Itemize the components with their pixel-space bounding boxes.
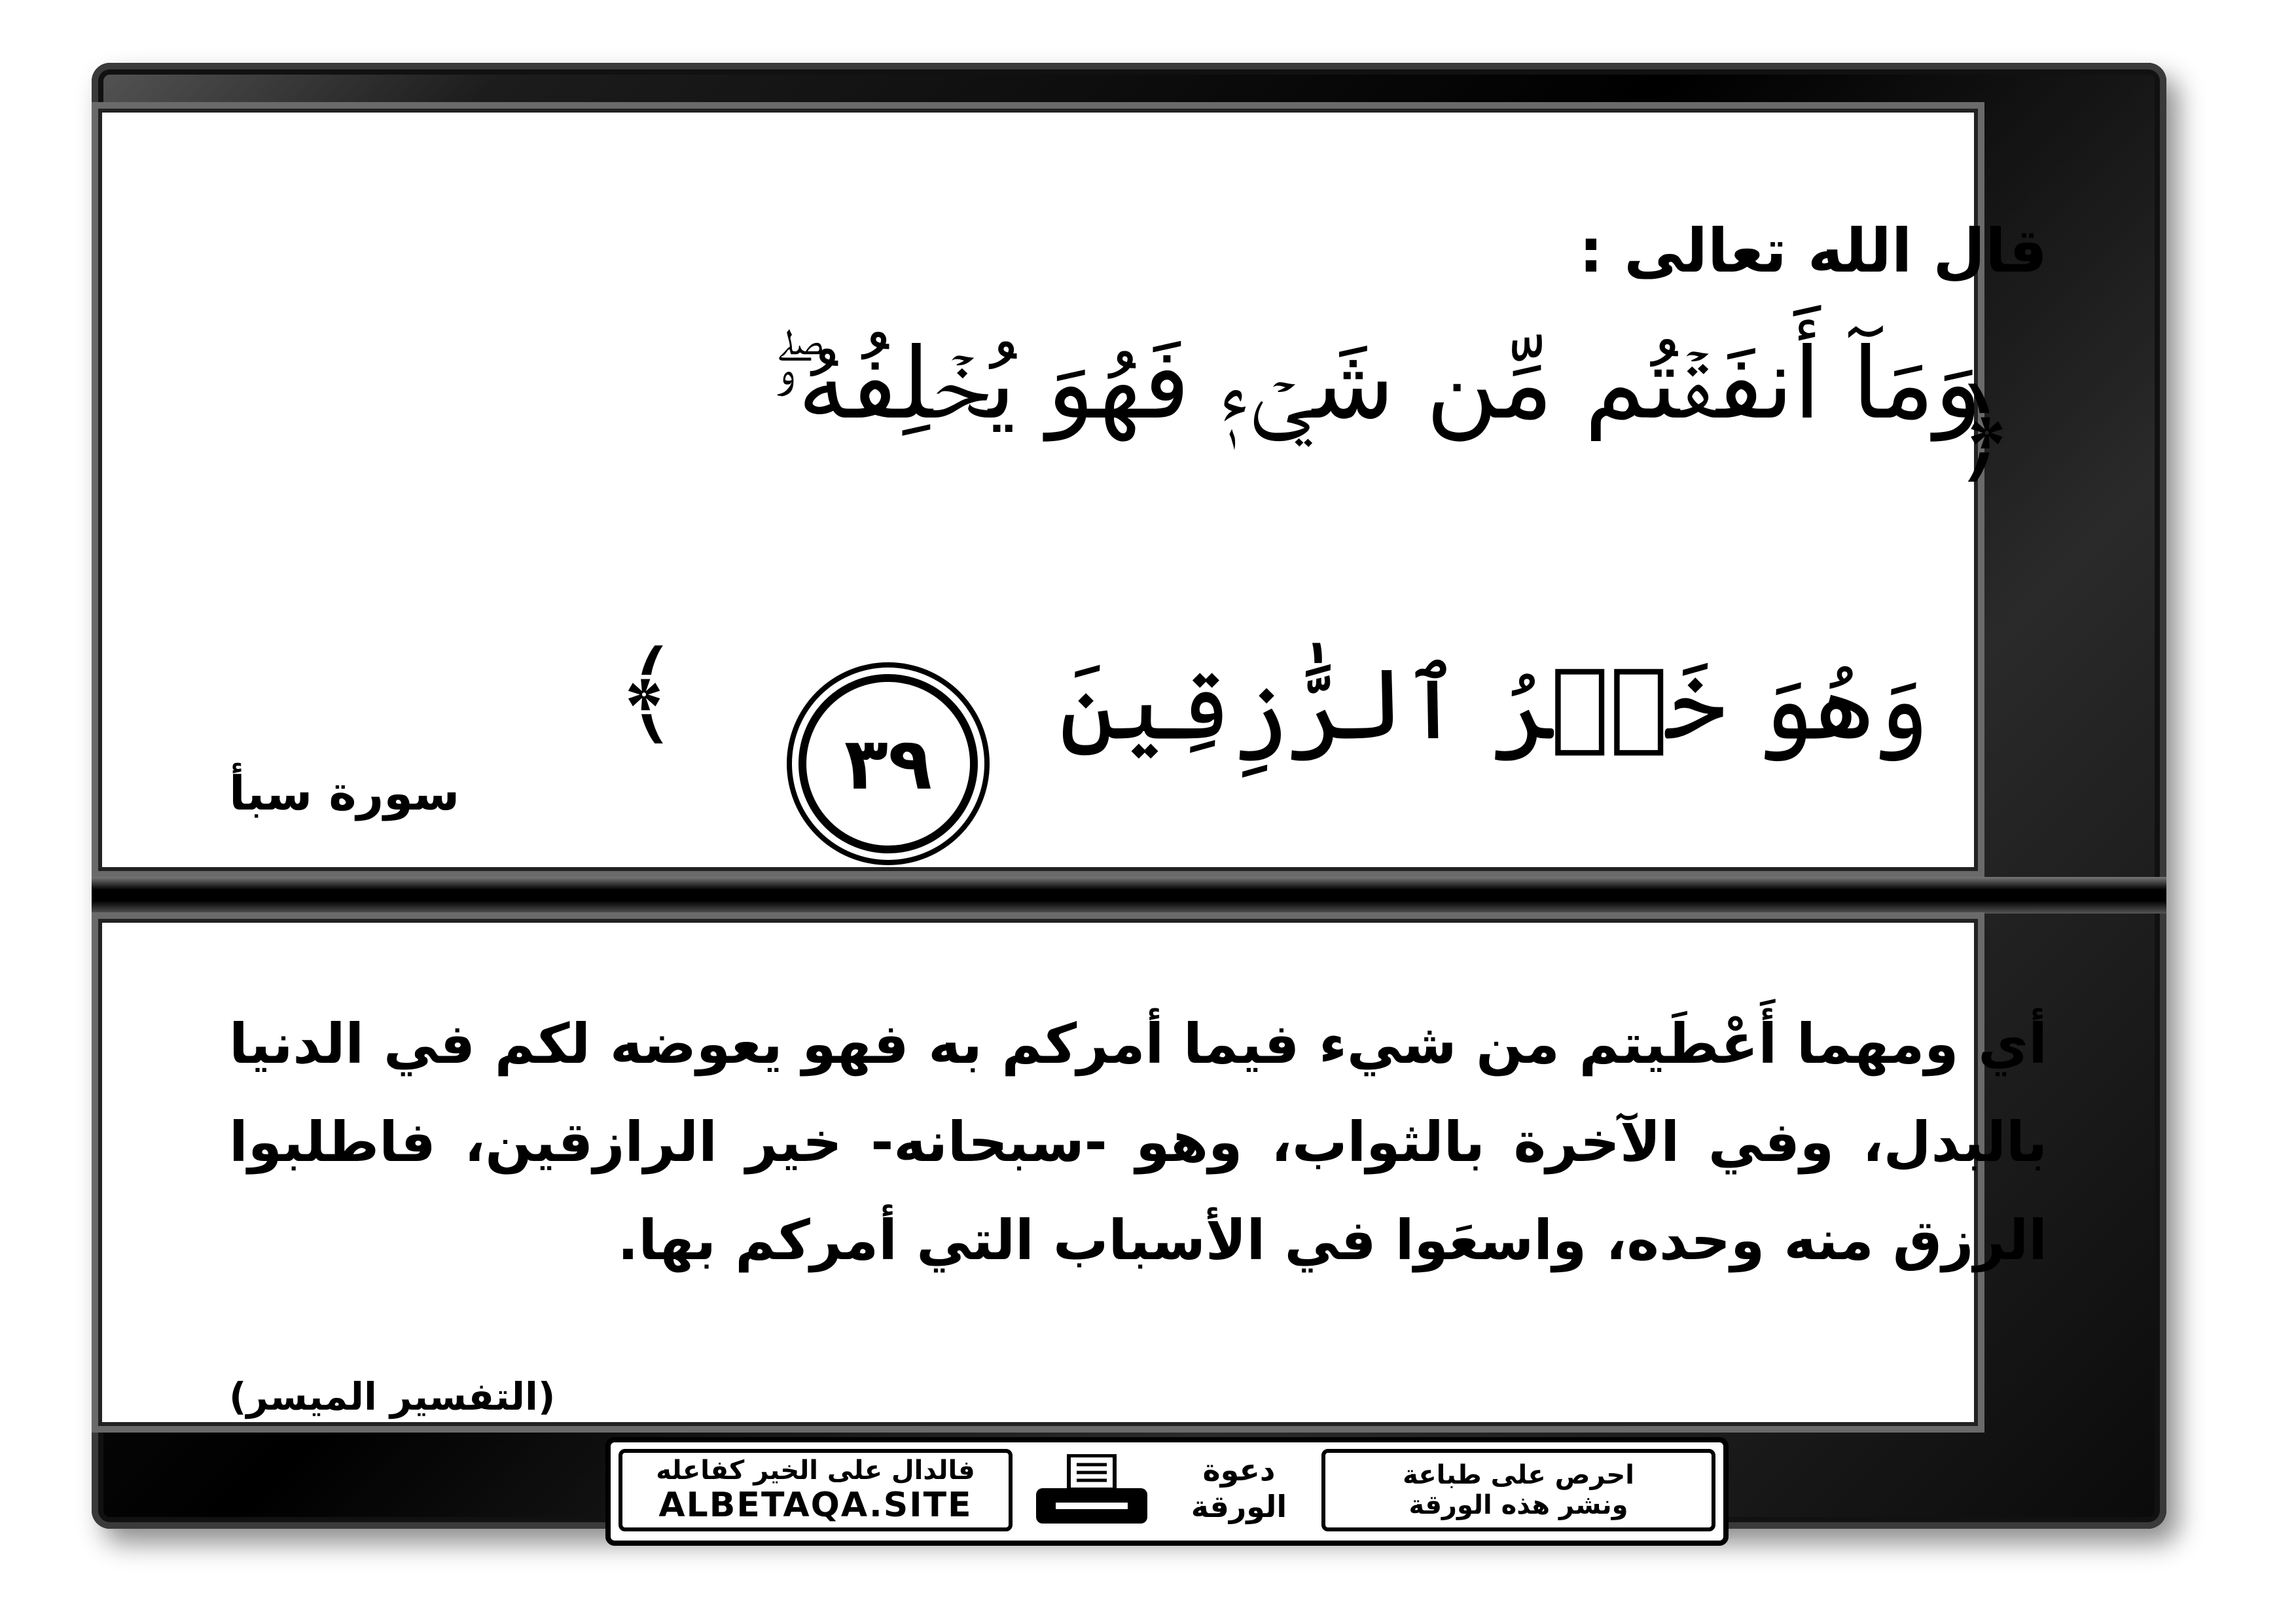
tafsir-text: أي ومهما أَعْطَيتم من شيء فيما أمركم به فهو يعوضه لكم في الدنيا بالبدل، وفي الآخرة بالثواب، وهو -سبحانه- خير الرازقين، فاطلبوا الرزق منه وحده، واسعَوا في الأسباب التي أمركم بها. (229, 1012, 2047, 1272)
footer-site-box (619, 1449, 1013, 1531)
logo-line-1: دعوة (1202, 1452, 1276, 1488)
footer-motto: فالدال على الخير كفاعله (656, 1455, 975, 1486)
surah-name: سورة سبأ (229, 766, 460, 821)
verse-open-ornament: ﴿ (1950, 367, 2016, 497)
panel-divider (92, 877, 2166, 914)
verse-line-2: وَهُوَ خَيۡرُ ٱلرَّٰزِقِينَ (1058, 648, 1929, 762)
tafsir-source: (التفسير الميسر) (229, 1374, 556, 1419)
dawa-logo (1174, 1452, 1304, 1529)
footer-site-link[interactable]: ALBETAQA.SITE (658, 1486, 973, 1525)
footer-strip (605, 1437, 1729, 1546)
footer-print-line-1: احرص على طباعة (1403, 1460, 1634, 1490)
footer-print-line-2: ونشر هذه الورقة (1408, 1490, 1628, 1520)
verse-close-ornament: ﴾ (615, 629, 681, 758)
footer-print-box (1321, 1449, 1715, 1531)
verse-intro: قال الله تعالى : (1579, 216, 2047, 286)
verse-line-1: وَمَآ أَنفَقۡتُم مِّن شَيۡءٖ فَهُوَ يُخۡلِفُهُۥۖ (773, 327, 1982, 441)
ayah-number-badge: ٣٩ (798, 674, 978, 853)
printer-icon (1030, 1454, 1154, 1526)
logo-line-2: الورقة (1191, 1489, 1287, 1524)
